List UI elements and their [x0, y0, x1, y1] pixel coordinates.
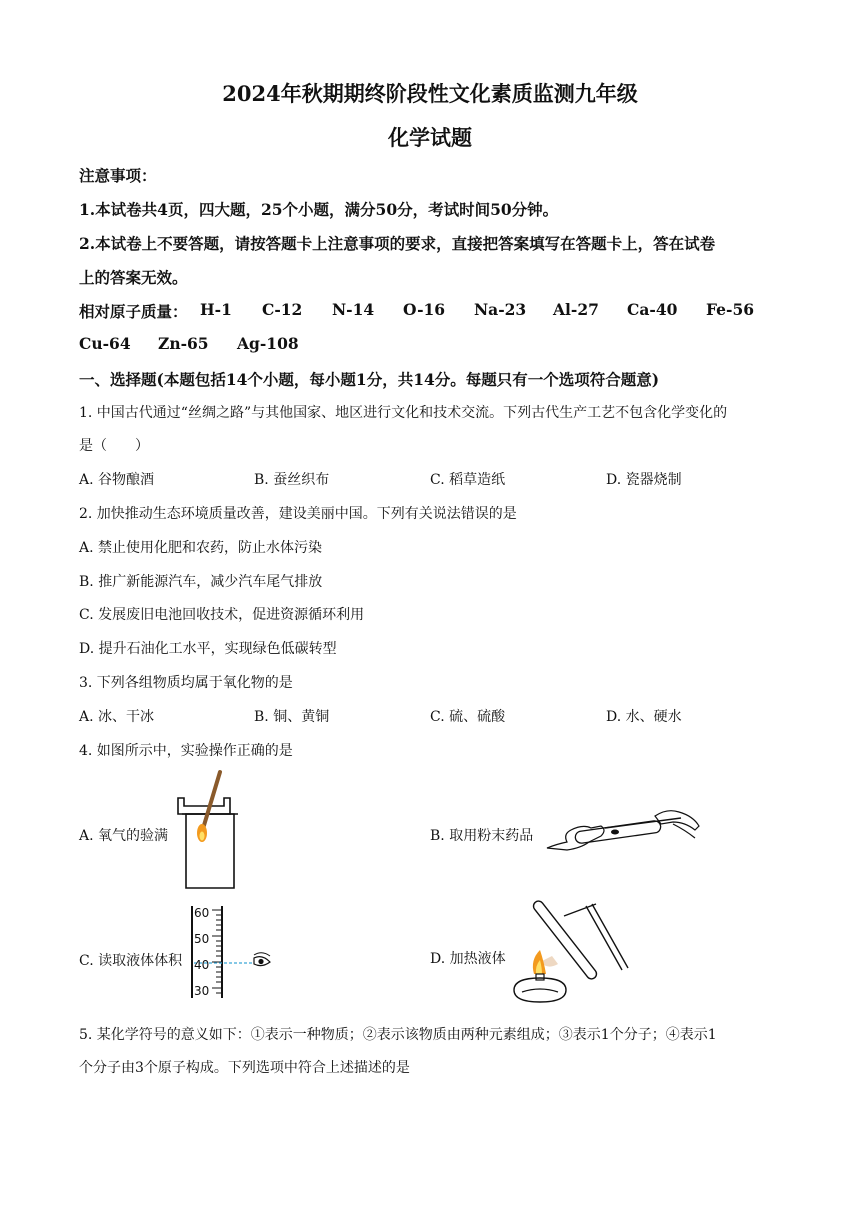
atomic-mass-item: Na-23 [474, 300, 527, 319]
atomic-mass-label: 相对原子质量： [79, 302, 188, 321]
exam-subject: 化学试题 [388, 125, 472, 150]
question-2-option-c: C. 发展废旧电池回收技术，促进资源循环利用 [79, 607, 365, 623]
question-4-stem: 4. 如图所示中，实验操作正确的是 [79, 743, 293, 759]
question-1-option-a: A. 谷物酿酒 [79, 472, 155, 488]
question-1-stem: 是（ ） [79, 438, 149, 454]
notice-item-2-line1: 2.本试卷上不要答题，请按答题卡上注意事项的要求，直接把答案填写在答题卡上，答在试卷 [79, 234, 716, 253]
powder-sampling-figure [545, 808, 705, 856]
question-4-option-b: B. 取用粉末药品 [430, 828, 534, 844]
cylinder-tick-label: 50 [194, 932, 210, 946]
notice-item-1: 1.本试卷共4页，四大题，25个小题，满分50分，考试时间50分钟。 [79, 200, 559, 219]
atomic-mass-item: Zn-65 [158, 334, 209, 353]
question-1-stem: 1. 中国古代通过“丝绸之路”与其他国家、地区进行文化和技术交流。下列古代生产工艺不包含化学变化的 [79, 405, 728, 421]
question-5-stem: 5. 某化学符号的意义如下：①表示一种物质；②表示该物质由两种元素组成；③表示1个分子；④表示1 [79, 1027, 717, 1043]
question-3-option-d: D. 水、硬水 [606, 709, 682, 725]
atomic-mass-item: Fe-56 [706, 300, 755, 319]
cylinder-tick-label: 30 [194, 984, 210, 998]
question-4-option-a: A. 氧气的验满 [79, 828, 169, 844]
question-4-option-c: C. 读取液体体积 [79, 953, 183, 969]
cylinder-tick-label: 60 [194, 906, 210, 920]
atomic-mass-item: Cu-64 [79, 334, 131, 353]
heating-liquid-figure [500, 898, 630, 1006]
question-3-option-c: C. 硫、硫酸 [430, 709, 506, 725]
question-4-option-d: D. 加热液体 [430, 951, 506, 967]
atomic-mass-item: H-1 [200, 300, 232, 319]
section-heading: 一、选择题(本题包括14个小题，每小题1分，共14分。每题只有一个选项符合题意) [79, 370, 660, 389]
question-2-stem: 2. 加快推动生态环境质量改善，建设美丽中国。下列有关说法错误的是 [79, 506, 517, 522]
question-1-option-b: B. 蚕丝织布 [254, 472, 330, 488]
notice-heading: 注意事项： [79, 166, 157, 185]
cylinder-tick-label: 40 [194, 958, 210, 972]
atomic-mass-item: Al-27 [553, 300, 599, 319]
question-3-option-b: B. 铜、黄铜 [254, 709, 330, 725]
question-3-stem: 3. 下列各组物质均属于氧化物的是 [79, 675, 293, 691]
oxygen-bottle-figure [172, 770, 242, 892]
atomic-mass-item: N-14 [332, 300, 375, 319]
question-3-option-a: A. 冰、干冰 [79, 709, 155, 725]
atomic-mass-item: Ca-40 [627, 300, 678, 319]
question-2-option-b: B. 推广新能源汽车，减少汽车尾气排放 [79, 574, 323, 590]
question-5-stem: 个分子由3个原子构成。下列选项中符合上述描述的是 [79, 1060, 410, 1076]
question-1-option-c: C. 稻草造纸 [430, 472, 506, 488]
atomic-mass-item: C-12 [262, 300, 303, 319]
question-2-option-d: D. 提升石油化工水平，实现绿色低碳转型 [79, 641, 337, 657]
notice-item-2-line2: 上的答案无效。 [79, 268, 188, 287]
exam-title: 2024年秋期期终阶段性文化素质监测九年级 [222, 81, 638, 106]
atomic-mass-item: Ag-108 [237, 334, 299, 353]
question-1-option-d: D. 瓷器烧制 [606, 472, 682, 488]
question-2-option-a: A. 禁止使用化肥和农药，防止水体污染 [79, 540, 323, 556]
atomic-mass-item: O-16 [403, 300, 446, 319]
